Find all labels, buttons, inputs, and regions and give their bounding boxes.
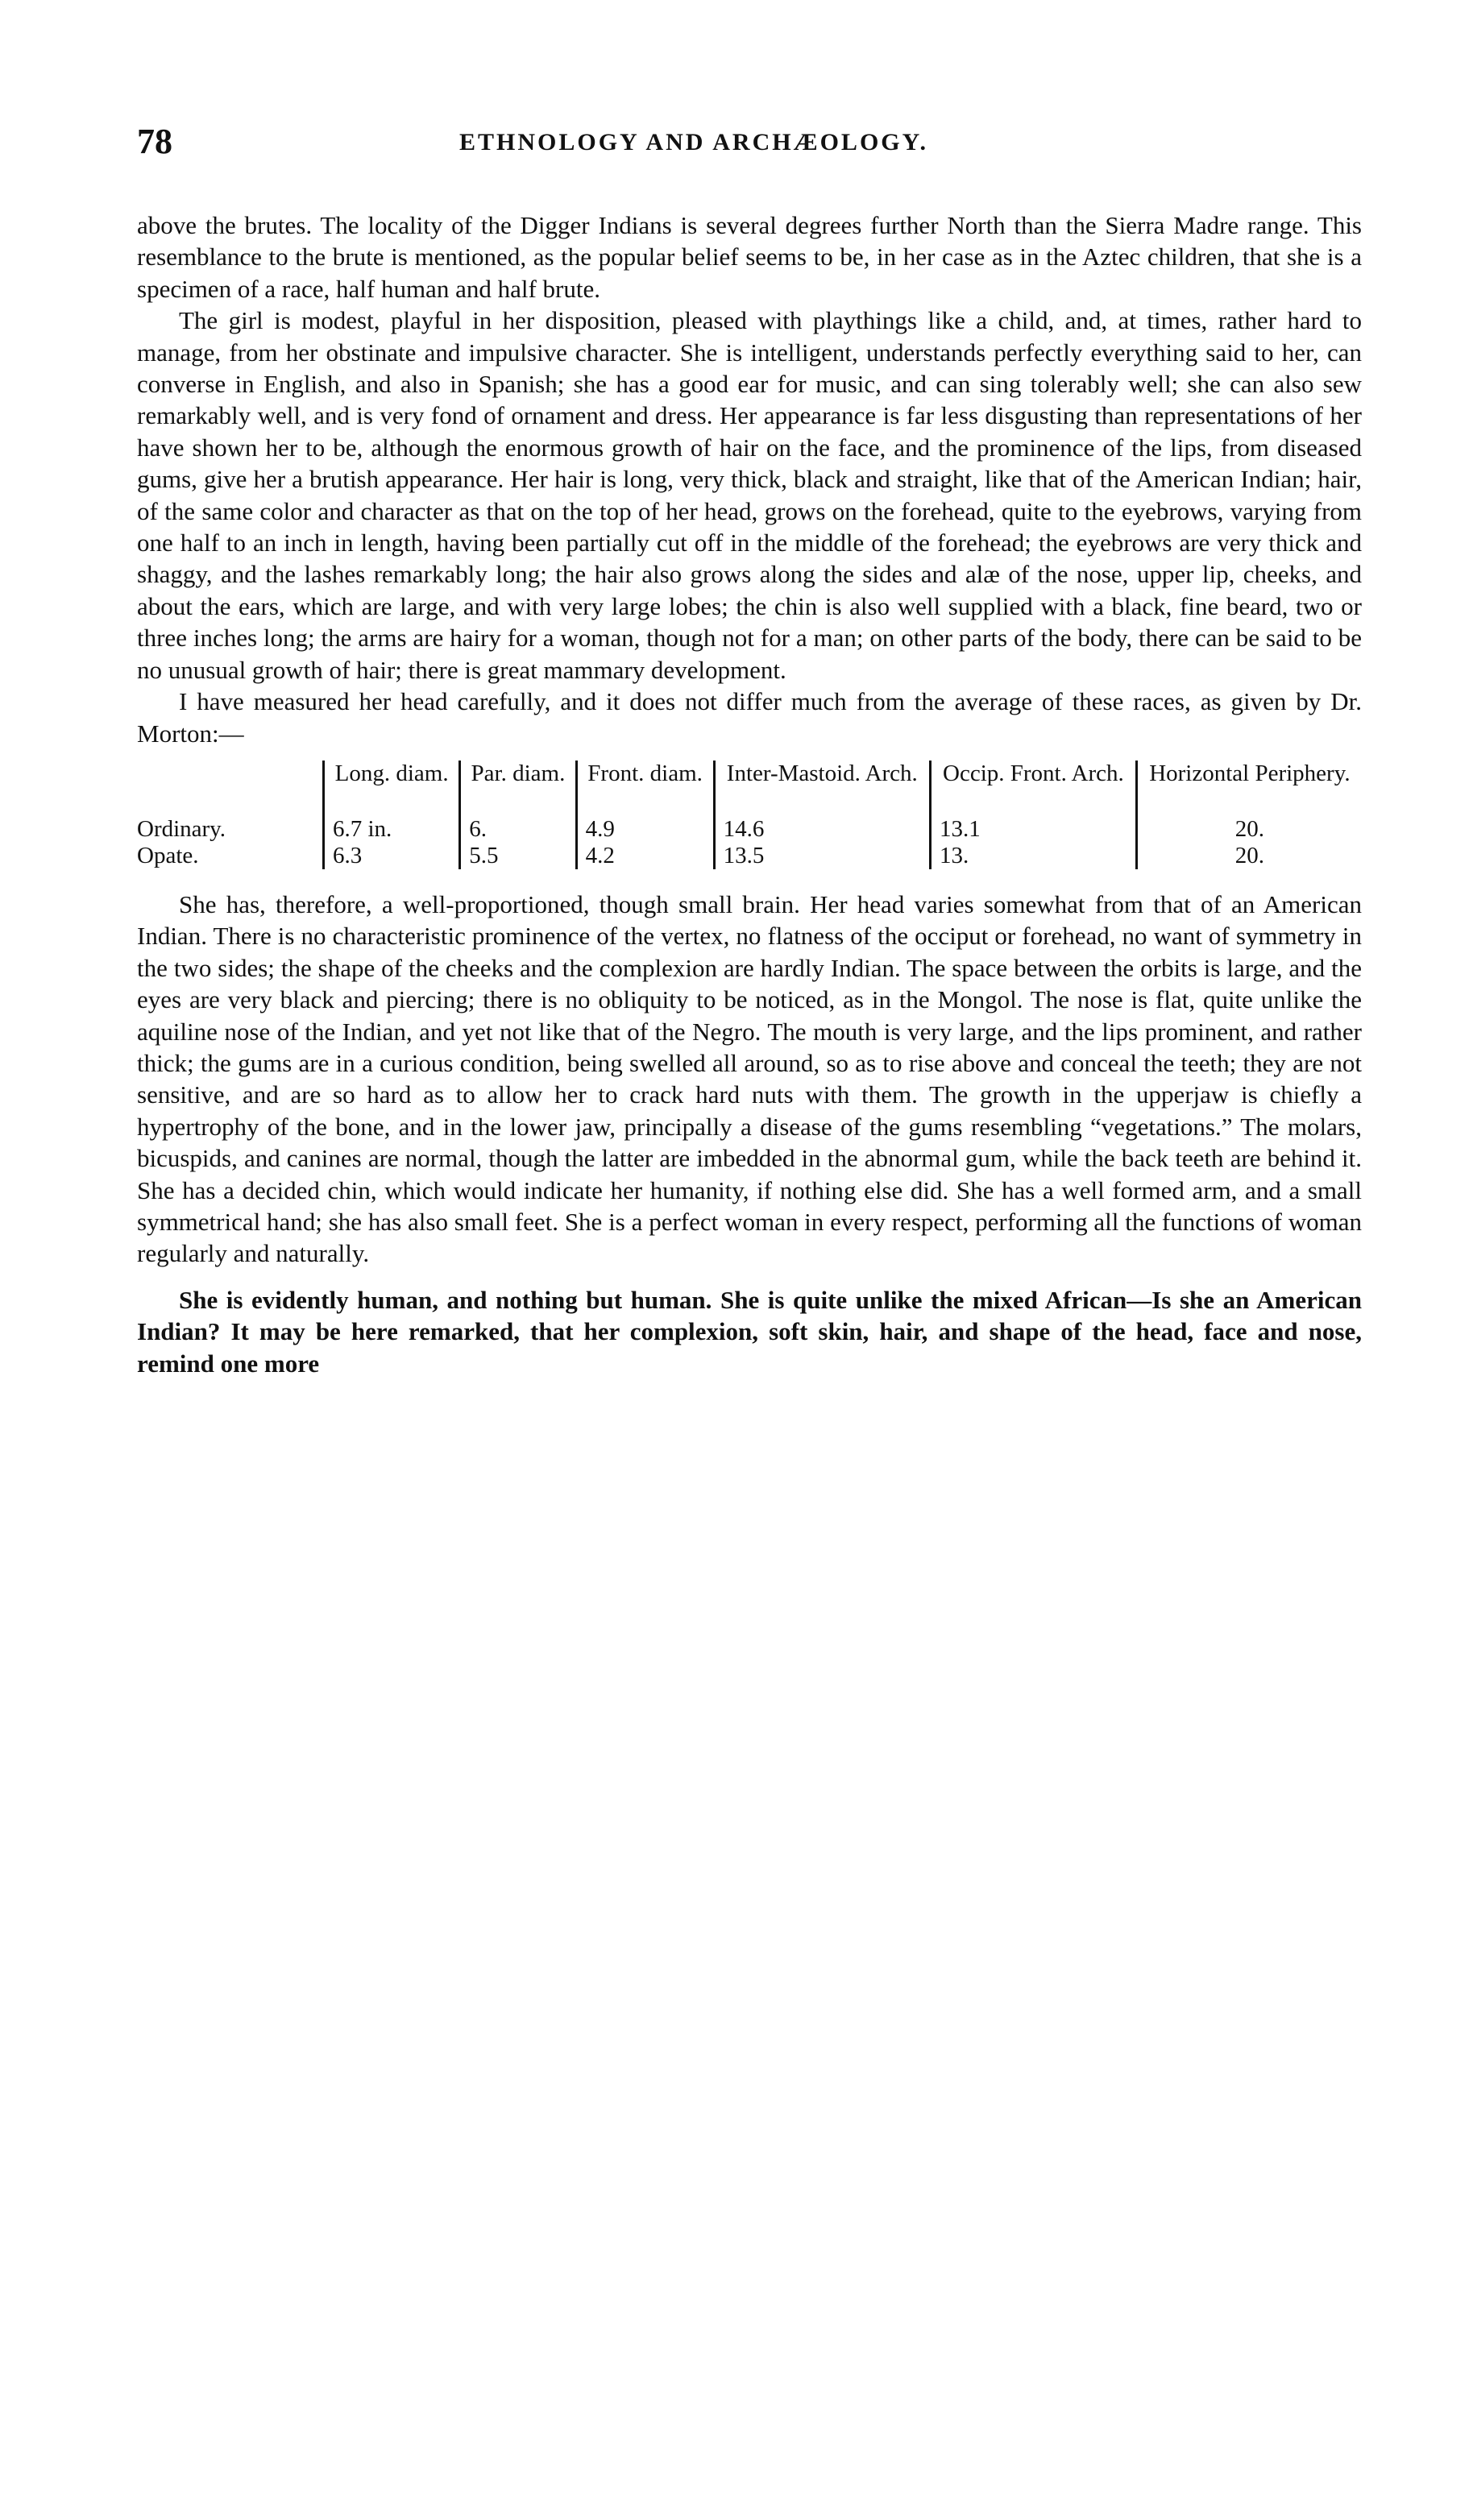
table-cell: 5.5 [460,843,576,869]
page-number: 78 [137,122,172,161]
table-header-cell: Inter-Mastoid. Arch. [714,761,930,816]
table-cell: 13. [931,843,1137,869]
paragraph-anatomy: She has, therefore, a well-proportioned, though small brain. Her head varies somewhat from that of an American Indian. There is no characteristic prominence of the vertex, no flatness of the occiput or forehead, no want of symmetry in the two sides; the shape of the cheeks and the complexion are hardly Indian. The space between the orbits is large, and the eyes are very black and piercing; there is no obliquity to be noticed, as in the Mongol. The nose is flat, quite unlike the aquiline nose of the Indian, and yet not like that of the Negro. The mouth is very large, and the lips prominent, and rather thick; the gums are in a curious condition, being swelled all around, so as to rise above and conceal the teeth; they are not sensitive, and are so hard as to allow her to crack hard nuts with them. The growth in the upperjaw is chiefly a hypertrophy of the bone, and in the lower jaw, principally a disease of the gums resembling “vegetations.” The molars, bicuspids, and canines are normal, though the latter are imbedded in the abnormal gum, while the back teeth are behind it. She has a decided chin, which would indicate her humanity, if nothing else did. She has a well formed arm, and a small symmetrical hand; she has also small feet. She is a perfect woman in every respect, performing all the functions of woman regularly and naturally. [137,889,1362,1268]
table-cell: 13.5 [714,843,930,869]
table-cell: Opate. [137,842,199,868]
table-cell: 20. [1136,816,1362,843]
table-header-cell: Front. diam. [576,761,714,816]
head-measurements-table [137,761,1362,869]
running-head [137,121,1362,169]
table-header-cell: Occip. Front. Arch. [931,761,1137,816]
table-cell: 6.7 in. [324,816,460,843]
table-cell: Ordinary. [137,815,226,842]
table-row [137,816,1362,843]
table-header-cell [137,761,324,816]
running-title: ETHNOLOGY AND ARCHÆOLOGY. [459,129,929,155]
table-cell: 4.2 [576,843,714,869]
paragraph-continuation: above the brutes. The locality of the Digger Indians is several degrees further North than the Sierra Madre range. This resemblance to the brute is mentioned, as the popular belief seems to be, in her case as in the Aztec children, that she is a specimen of a race, half human and half brute. [137,211,1362,303]
book-page [137,121,1362,1379]
table-header-cell: Long. diam. [324,761,460,816]
paragraph-description: The girl is modest, playful in her disposition, pleased with playthings like a child, and, at times, rather hard to manage, from her obstinate and impulsive character. She is intelligent, understands perfectly everything said to her, can converse in English, and also in Spanish; she has a good ear for music, and can sing tolerably well; she can also sew remarkably well, and is very fond of ornament and dress. Her appearance is far less disgusting than representations of her have shown her to be, although the enormous growth of hair on the face, and the prominence of the lips, from diseased gums, give her a brutish appearance. Her hair is long, very thick, black and straight, like that of the American Indian; hair, of the same color and character as that on the top of her head, grows on the forehead, quite to the eyebrows, varying from one half to an inch in length, having been partially cut off in the middle of the forehead; the eyebrows are very thick and shaggy, and the lashes remarkably long; the hair also grows along the sides and alæ of the nose, upper lip, cheeks, and about the ears, which are large, and with very large lobes; the chin is also well supplied with a black, fine beard, two or three inches long; the arms are hairy for a woman, though not for a man; on other parts of the body, there can be said to be no unusual growth of hair; there is great mammary development. [137,306,1362,684]
table-header-cell: Horizontal Periphery. [1136,761,1362,816]
paragraph-measurement-intro: I have measured her head carefully, and it does not differ much from the average of these races, as given by Dr. Morton:— [137,687,1362,748]
table-cell: 6. [460,816,576,843]
table-row [137,843,1362,869]
table-cell: 4.9 [576,816,714,843]
table-cell: 20. [1136,843,1362,869]
table-header-row [137,761,1362,816]
paragraph-conclusion: She is evidently human, and nothing but human. She is quite unlike the mixed African—Is she an American Indian? It may be here remarked, that her complexion, soft skin, hair, and shape of the head, face and nose, remind one more [137,1285,1362,1378]
table-cell: 13.1 [931,816,1137,843]
table-cell: 6.3 [324,843,460,869]
table-header-cell: Par. diam. [460,761,576,816]
table-cell: 14.6 [714,816,930,843]
